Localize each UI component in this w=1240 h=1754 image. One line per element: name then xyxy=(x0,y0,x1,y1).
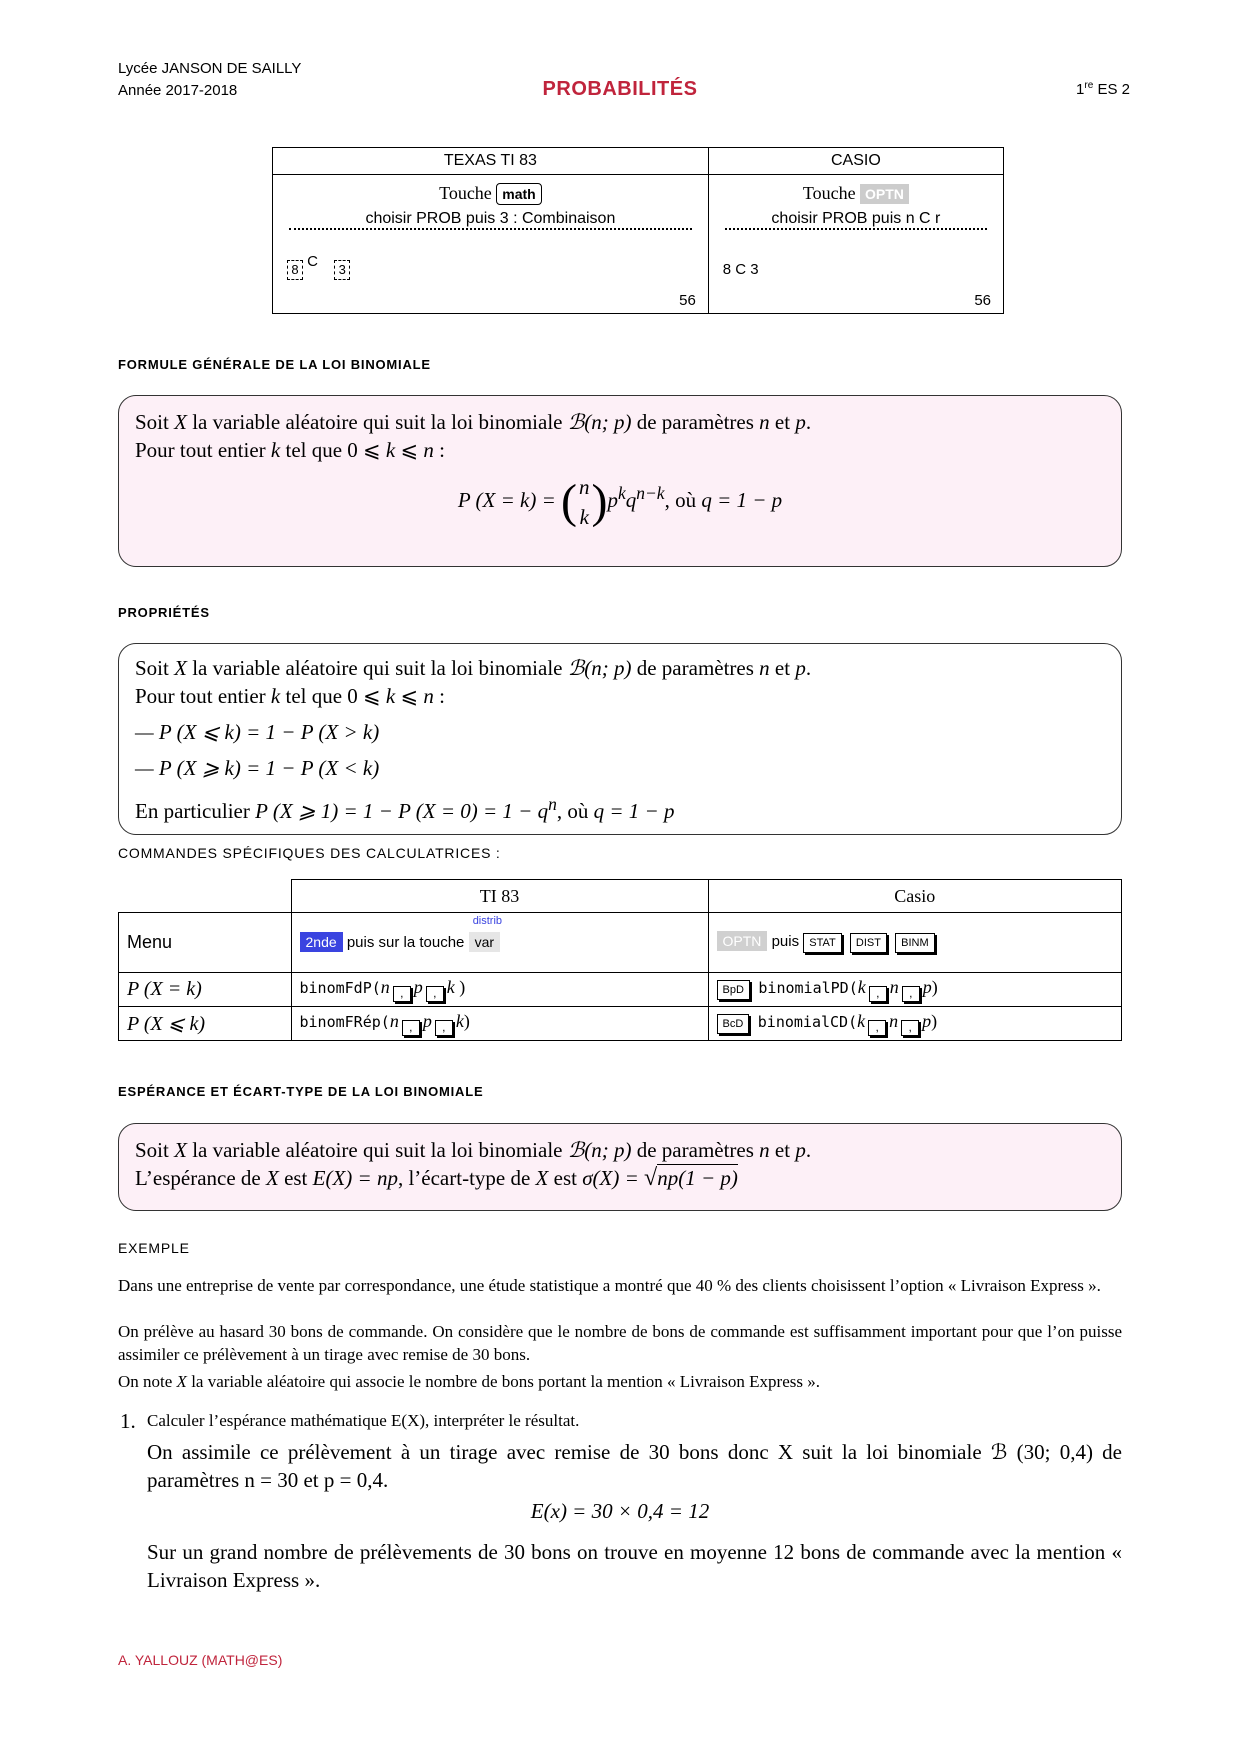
casio-instruction: choisir PROB puis n C r xyxy=(771,210,941,227)
sigma-lhs: σ(X) = xyxy=(582,1166,639,1190)
prop-parametres: de paramètres xyxy=(636,656,754,680)
binom-k: k xyxy=(579,505,589,529)
class-num: 1 xyxy=(1076,81,1085,98)
esp-var-p: p xyxy=(795,1138,806,1162)
section-title-esperance: ESPÉRANCE ET ÉCART-TYPE DE LA LOI BINOMIALE xyxy=(118,1084,484,1099)
prop3-q: q = 1 − p xyxy=(593,799,675,823)
school-year: Année 2017-2018 xyxy=(118,82,238,99)
esp-var-x2: X xyxy=(265,1166,279,1190)
close-paren: ) xyxy=(931,1011,938,1031)
prop-var-n: n xyxy=(759,656,770,680)
esp-est: est xyxy=(284,1166,308,1190)
prop-item-2: — P (X ⩾ k) = 1 − P (X < k) xyxy=(135,756,380,780)
prop-line2: Pour tout entier k tel que 0 ⩽ k ⩽ n : xyxy=(135,684,445,708)
txt-soit: Soit xyxy=(135,410,169,434)
exemple-para1: Dans une entreprise de vente par correspondance, une étude statistique a montré que 40 % des clients choisissent l’option « Livraison Express ». xyxy=(118,1276,1101,1295)
prop-item-3 xyxy=(135,786,1105,829)
col-ti-header: TEXAS TI 83 xyxy=(273,148,709,175)
esp-lesperance: L’espérance de xyxy=(135,1166,261,1190)
txt-loi: la variable aléatoire qui suit la loi binomiale xyxy=(192,410,563,434)
para3-on-note: On note xyxy=(118,1372,173,1391)
comma-key: , xyxy=(868,1020,886,1036)
law-args: (n; p) xyxy=(584,410,632,434)
prop-line1: Soit X la variable aléatoire qui suit la loi binomiale ℬ(n; p) de paramètres n et p. xyxy=(135,656,812,680)
row2-ti-cell: binomFRép(n , p , k) xyxy=(291,1007,708,1041)
formula-sup-nk: n−k xyxy=(636,482,665,503)
prop-soit: Soit xyxy=(135,656,169,680)
question-text: Calculer l’espérance mathématique E(X), interpréter le résultat. xyxy=(147,1411,580,1430)
casio-puis-text: puis xyxy=(771,932,800,950)
binomialcd-fn: binomialCD( xyxy=(757,1013,858,1031)
comma-key: , xyxy=(902,986,920,1002)
close-paren: ) xyxy=(459,977,466,997)
prop3-en-particulier: En particulier xyxy=(135,799,250,823)
esp-law-args: (n; p) xyxy=(584,1138,632,1162)
ti-cell xyxy=(273,175,709,314)
casio-result: 56 xyxy=(974,292,991,309)
sqrt-radicand: np(1 − p) xyxy=(657,1166,738,1190)
row2-casio-cell: BcD binomialCD(k , n , p) xyxy=(708,1007,1122,1041)
ti-n-box: 8 xyxy=(287,260,303,280)
casio-menu-cell xyxy=(708,913,1122,973)
ti-touche-line xyxy=(273,181,708,231)
prop3-formula: P (X ⩾ 1) = 1 − P (X = 0) = 1 − q xyxy=(255,799,549,823)
esp-var-x3: X xyxy=(535,1166,549,1190)
para3-rest: la variable aléatoire qui associe le nombre de bons portant la mention « Livraison Express ». xyxy=(191,1372,820,1391)
formula-lhs: P (X = k) = xyxy=(457,487,556,512)
ti-touche-label: Touche xyxy=(439,183,492,203)
ti-r-box: 3 xyxy=(334,260,350,280)
exemple-para3 xyxy=(118,1370,1122,1393)
esp-var-x: X xyxy=(174,1138,187,1162)
casio-touche-label: Touche xyxy=(802,183,856,203)
corner-cell xyxy=(119,880,292,913)
binomfdp-fn: binomFdP( xyxy=(299,979,381,997)
ti-ncr-expression xyxy=(287,253,350,280)
esp-parametres: de paramètres xyxy=(636,1138,754,1162)
casio-expression: 8 C 3 xyxy=(722,261,759,278)
math-key: math xyxy=(496,183,541,205)
esp-et: et xyxy=(774,1138,791,1162)
casio-header: Casio xyxy=(708,880,1122,913)
ti-c-letter: C xyxy=(307,253,319,270)
bcd-key: BcD xyxy=(717,1014,750,1034)
formule-box xyxy=(118,395,1122,567)
casio-dotted-line xyxy=(725,227,987,230)
optn-key-2: OPTN xyxy=(717,931,768,951)
esp-est2: est xyxy=(553,1166,577,1190)
prop-loi: la variable aléatoire qui suit la loi binomiale xyxy=(192,656,563,680)
esp-var-n: n xyxy=(759,1138,770,1162)
esperance-box xyxy=(118,1123,1122,1211)
optn-key: OPTN xyxy=(860,184,909,204)
binomial-formula xyxy=(135,472,1105,532)
section-title-formule: FORMULE GÉNÉRALE DE LA LOI BINOMIALE xyxy=(118,357,431,372)
prop-pour-tout: Pour tout entier xyxy=(135,684,266,708)
ti83-header: TI 83 xyxy=(291,880,708,913)
comma-key: , xyxy=(393,986,411,1002)
prop-law-symbol: ℬ xyxy=(567,656,585,680)
formule-line1: Soit X la variable aléatoire qui suit la loi binomiale ℬ(n; p) de paramètres n et p. xyxy=(135,410,812,434)
2nde-key: 2nde xyxy=(300,932,343,952)
ti-puis-text: puis sur la touche xyxy=(346,934,465,951)
formula-q-def: q = 1 − p xyxy=(701,487,783,512)
close-paren: ) xyxy=(463,1011,470,1031)
binomialpd-fn: binomialPD( xyxy=(758,979,858,997)
esp-line1: Soit X la variable aléatoire qui suit la loi binomiale ℬ(n; p) de paramètres n et p. xyxy=(135,1138,812,1162)
comma-key: , xyxy=(869,986,887,1002)
txt-tel-que: tel que 0 ⩽ xyxy=(285,438,381,462)
txt-parametres: de paramètres xyxy=(636,410,754,434)
row1-casio-cell: BpD binomialPD(k , n , p) xyxy=(708,973,1122,1007)
ti-instruction: choisir PROB puis 3 : Combinaison xyxy=(365,210,616,227)
formula-q: q xyxy=(625,487,637,512)
esp-law-symbol: ℬ xyxy=(567,1138,585,1162)
stat-key: STAT xyxy=(803,933,841,953)
esp-soit: Soit xyxy=(135,1138,169,1162)
formula-sup-k: k xyxy=(617,482,626,503)
page-title: PROBABILITÉS xyxy=(542,78,698,100)
binm-key: BINM xyxy=(895,933,935,953)
txt-et: et xyxy=(774,410,791,434)
class-label xyxy=(1076,80,1130,98)
var-p: p xyxy=(795,410,806,434)
calculator-combination-table xyxy=(272,147,1004,314)
var-key-label: var xyxy=(474,934,495,950)
class-sup: re xyxy=(1084,80,1094,91)
var-k: k xyxy=(270,438,281,462)
distrib-label: distrib xyxy=(472,915,503,927)
esp-line2 xyxy=(135,1164,1105,1192)
comma-key: , xyxy=(901,1020,919,1036)
footer-author: A. YALLOUZ (MATH@ES) xyxy=(118,1652,283,1668)
prop-law-args: (n; p) xyxy=(584,656,632,680)
esp-loi: la variable aléatoire qui suit la loi binomiale xyxy=(192,1138,563,1162)
prop-tel-que: tel que 0 ⩽ xyxy=(285,684,381,708)
binomfrep-fn: binomFRép( xyxy=(299,1013,390,1031)
close-paren: ) xyxy=(931,977,938,997)
proprietes-box xyxy=(118,643,1122,835)
prop3-sup: n xyxy=(548,794,557,814)
dist-key: DIST xyxy=(850,933,887,953)
section-title-exemple: EXEMPLE xyxy=(118,1240,190,1256)
txt-pour-tout: Pour tout entier xyxy=(135,438,266,462)
question-number: 1. xyxy=(120,1409,136,1433)
ti-dotted-line xyxy=(289,227,692,230)
comma-key: , xyxy=(402,1020,420,1036)
row1-ti-cell: binomFdP(n , p , k ) xyxy=(291,973,708,1007)
comma-key: , xyxy=(426,986,444,1002)
bpd-key: BpD xyxy=(717,980,750,1000)
comma-key: , xyxy=(435,1020,453,1036)
class-rest: ES 2 xyxy=(1097,81,1130,98)
row1-label: P (X = k) xyxy=(119,973,292,1007)
school-name: Lycée JANSON DE SAILLY xyxy=(118,60,302,77)
prop-et: et xyxy=(774,656,791,680)
prop-var-k: k xyxy=(270,684,281,708)
col-casio-header: CASIO xyxy=(708,148,1003,175)
casio-touche-line xyxy=(709,181,1003,231)
ti-result: 56 xyxy=(679,292,696,309)
binom-n: n xyxy=(578,475,590,499)
prop3-ou: , où xyxy=(556,799,589,823)
ti-menu-cell xyxy=(291,913,708,973)
formule-line2: Pour tout entier k tel que 0 ⩽ k ⩽ n : xyxy=(135,438,445,462)
var-n: n xyxy=(759,410,770,434)
prop-var-p: p xyxy=(795,656,806,680)
formula-p: p xyxy=(607,487,618,512)
section-title-commandes: COMMANDES SPÉCIFIQUES DES CALCULATRICES : xyxy=(118,845,501,861)
answer-conclusion: Sur un grand nombre de prélèvements de 30 bons on trouve en moyenne 12 bons de commande avec la mention « Livraison Express ». xyxy=(147,1540,1122,1592)
esp-formula: E(X) = np xyxy=(312,1166,398,1190)
row2-label: P (X ⩽ k) xyxy=(119,1007,292,1041)
binom-right-paren: ) xyxy=(591,475,608,528)
prop-item-1: — P (X ⩽ k) = 1 − P (X > k) xyxy=(135,720,380,744)
prop-var-x: X xyxy=(174,656,187,680)
binom-coeff xyxy=(579,472,590,532)
menu-label: Menu xyxy=(119,913,292,973)
casio-cell xyxy=(708,175,1003,314)
sqrt-symbol: √ xyxy=(644,1165,658,1191)
law-symbol: ℬ xyxy=(567,410,585,434)
section-title-proprietes: PROPRIÉTÉS xyxy=(118,605,210,620)
calculator-commands-table xyxy=(118,879,1122,1041)
var-key xyxy=(469,915,503,952)
formula-ou: , où xyxy=(664,487,697,512)
esp-ecart-type-text: , l’écart-type de xyxy=(397,1166,531,1190)
answer-line1: On assimile ce prélèvement à un tirage avec remise de 30 bons donc X suit la loi binomiale ℬ (30; 0,4) de paramètres n = 30 et p = 0,4. xyxy=(147,1440,1122,1492)
answer-formula: E(x) = 30 × 0,4 = 12 xyxy=(530,1499,710,1523)
para3-var-x: X xyxy=(176,1372,187,1391)
var-x: X xyxy=(174,410,187,434)
binom-left-paren: ( xyxy=(561,475,577,528)
exemple-para2: On prélève au hasard 30 bons de commande. On considère que le nombre de bons de commande est suffisamment important pour que l’on puisse assimiler ce prélèvement à un tirage avec remise de 30 bons. xyxy=(118,1322,1122,1364)
